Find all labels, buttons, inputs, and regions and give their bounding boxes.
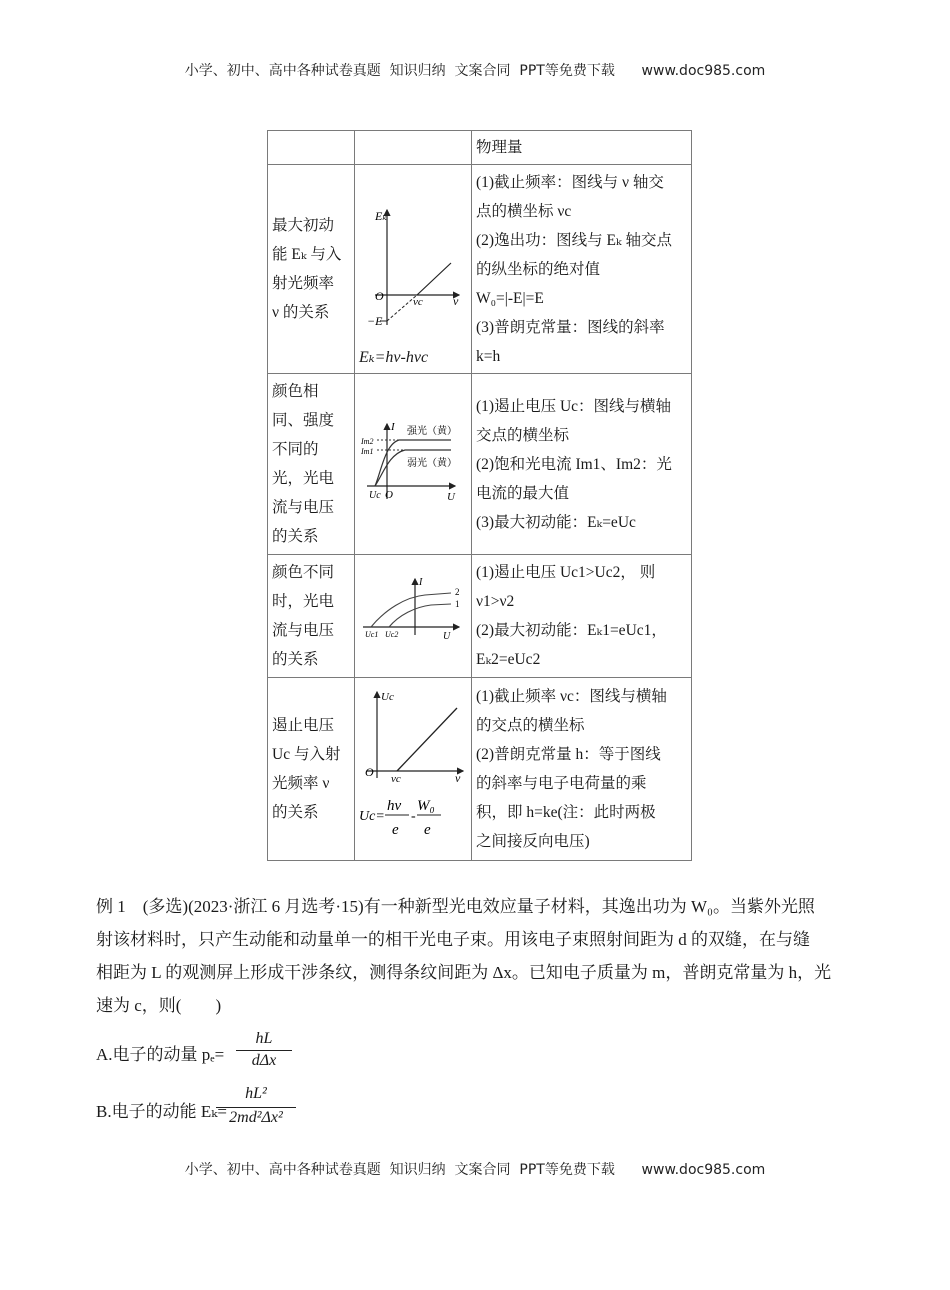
row2-name-line: 光，光电 [272,470,335,487]
row4-name-line: 遏止电压 [272,717,335,734]
series-2-label: 2 [455,587,460,597]
row1-desc-line: (3)普朗克常量：图线的斜率 [476,318,665,336]
row4-name-line: 的关系 [272,804,319,821]
option-a [96,1030,396,1072]
table-header-cell-3: 物理量 [472,131,692,165]
row3-desc [472,555,692,678]
series-1-label: 1 [455,599,460,609]
page-footer: 小学、初中、高中各种试卷真题 知识归纳 文案合同 PPT等免费下载 www.doc985.com [184,1162,766,1178]
strong-light-label: 强光（黄） [407,426,457,437]
row3-name [268,555,355,678]
uc-line [397,708,457,771]
formula-den2: e [424,822,431,838]
option-a-label: A.电子的动量 pₑ= [96,1045,225,1064]
page-header: 小学、初中、高中各种试卷真题 知识归纳 文案合同 PPT等免费下载 www.doc985.com [184,63,766,79]
row4-name-line: Uc 与入射 [272,746,341,763]
example-line: 射该材料时，只产生动能和动量单一的相干光电子束。用该电子束照射间距为 d 的双缝，在与缝 [96,930,810,949]
cutoff-label: νc [413,296,423,308]
option-b-denominator: 2md²Δx² [229,1109,283,1126]
row3-name-line: 的关系 [272,651,319,668]
row2-desc-line: (2)饱和光电流 Im1、Im2：光 [476,455,672,473]
neg-e-label: −E [367,314,383,328]
row1-graph-cell [355,165,472,374]
y-axis-label: I [391,421,395,433]
example-line: 例 1 (多选)(2023·浙江 6 月选考·15)有一种新型光电效应量子材料，其逸出功为 W₀。当紫外光照 [96,897,815,916]
x-axis-label: ν [453,294,459,308]
row1-name [268,165,355,374]
origin-label: O [375,289,384,303]
y-axis-label: Uc [381,691,394,703]
formula-den1: e [392,822,399,838]
row4-desc [472,678,692,861]
row1-name-line: 射光频率 [272,275,335,292]
current-vs-voltage-same-color-graph [355,374,471,554]
row4-desc-line: 积，即 h=ke(注：此时两极 [476,804,656,821]
series-2-curve [371,593,451,627]
x-axis-label: U [447,491,455,503]
origin-label: O [365,765,374,779]
option-a-fraction-bar [236,1050,292,1051]
formula-num1: hν [387,798,402,814]
row3-name-line: 流与电压 [272,622,335,639]
row2-name-line: 流与电压 [272,499,335,516]
row2-desc-line: 交点的横坐标 [476,426,570,444]
x-axis-label: U [443,631,451,642]
y-axis-label: I [419,577,423,588]
uc1-label: Uc1 [365,630,379,639]
option-b [96,1085,416,1131]
row4-desc-line: 之间接反向电压) [476,833,590,850]
example-question [96,890,896,1022]
origin-label: O [385,489,393,501]
row2-name-line: 不同的 [272,441,319,458]
row1-name-line: 最大初动 [272,217,335,234]
option-b-fraction-bar [216,1107,296,1108]
example-line: 相距为 L 的观测屏上形成干涉条纹，测得条纹间距为 Δx。已知电子质量为 m，普朗克常量为 h，光 [96,963,832,982]
x-axis-label: ν [455,771,461,785]
row2-graph-cell [355,374,472,555]
row1-desc-line: W₀=|-E|=E [476,289,544,307]
row1-formula: Eₖ=hν-hνc [359,349,429,366]
row3-desc-line: (2)最大初动能：Eₖ1=eUc1， [476,622,667,639]
physics-table [267,130,692,861]
row4-desc-line: 的交点的横坐标 [476,717,585,734]
uc-vs-frequency-graph [355,678,471,860]
row2-desc [472,374,692,555]
option-b-label: B.电子的动能 Eₖ= [96,1102,228,1121]
row1-name-line: 能 Eₖ 与入 [272,246,342,263]
row2-desc-line: (1)遏止电压 Uc：图线与横轴 [476,397,672,415]
row2-name-line: 的关系 [272,528,319,545]
im1-label: Im1 [361,447,374,456]
row4-name-line: 光频率 ν [272,775,330,792]
formula-minus: - [411,809,416,824]
formula-lhs: Uc= [359,809,385,824]
row2-name-line: 同、强度 [272,412,335,429]
current-vs-voltage-diff-color-graph [355,555,471,677]
im2-label: Im2 [361,437,374,446]
row4-graph-cell [355,678,472,861]
table-header-cell-2 [355,131,472,165]
ek-vs-frequency-graph [355,165,471,373]
row1-desc-line: 点的横坐标 νc [476,202,572,220]
row3-name-line: 时，光电 [272,593,335,610]
option-a-numerator: hL [255,1030,273,1047]
stopping-voltage-label: Uc [369,490,381,501]
series-1-curve [389,604,451,627]
table-header-cell-1 [268,131,355,165]
row4-desc-line: (1)截止频率 νc：图线与横轴 [476,688,667,705]
row2-name-line: 颜色相 [272,383,319,400]
row3-desc-line: Eₖ2=eUc2 [476,651,541,668]
row1-desc [472,165,692,374]
row3-graph-cell [355,555,472,678]
weak-light-label: 弱光（黄） [407,458,457,469]
cutoff-label: νc [391,773,401,785]
row4-name [268,678,355,861]
option-a-denominator: dΔx [251,1052,277,1069]
row1-desc-line: k=h [476,347,501,365]
row1-desc-line: 的纵坐标的绝对值 [476,260,601,278]
row2-desc-line: 电流的最大值 [476,484,570,502]
row3-desc-line: (1)遏止电压 Uc1>Uc2， 则 [476,564,656,581]
row2-desc-line: (3)最大初动能：Eₖ=eUc [476,513,636,531]
y-axis-label: Eₖ [375,209,387,223]
uc2-label: Uc2 [385,630,399,639]
row1-desc-line: (2)逸出功：图线与 Eₖ 轴交点 [476,231,672,249]
row1-desc-line: (1)截止频率：图线与 ν 轴交 [476,173,664,191]
row3-name-line: 颜色不同 [272,564,335,581]
formula-num2: W₀ [417,798,435,814]
option-b-numerator: hL² [245,1085,267,1102]
row4-desc-line: 的斜率与电子电荷量的乘 [476,775,647,792]
ek-line [417,263,451,295]
example-line: 速为 c，则( ) [96,996,222,1015]
row1-name-line: ν 的关系 [272,304,330,321]
row3-desc-line: ν1>ν2 [476,593,515,610]
row4-desc-line: (2)普朗克常量 h：等于图线 [476,746,661,763]
row2-name [268,374,355,555]
